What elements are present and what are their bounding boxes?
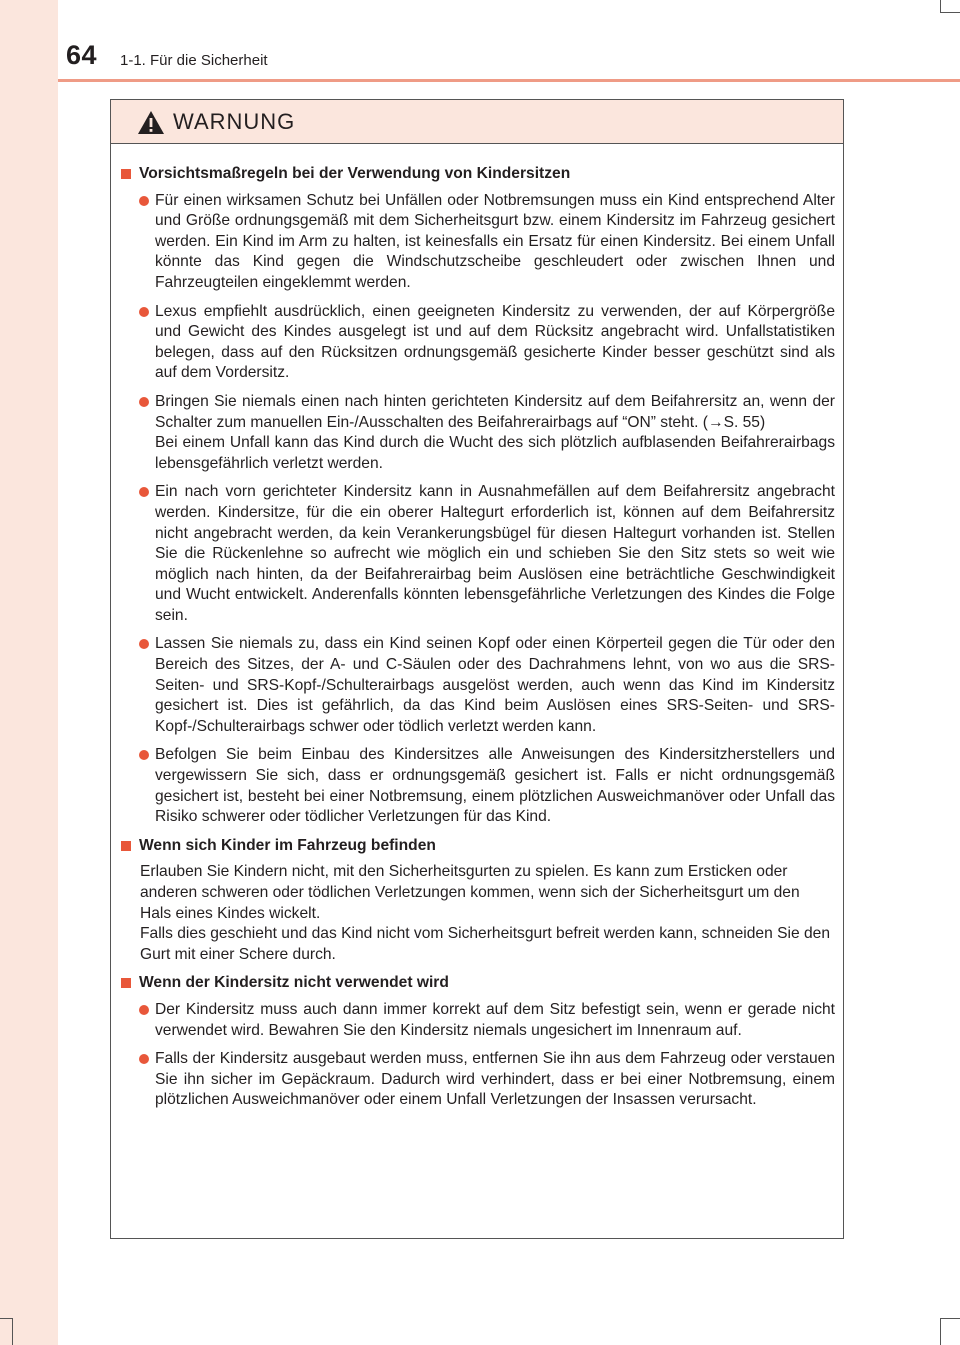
circle-bullet-icon [139,639,149,649]
list-item-text: Bringen Sie niemals einen nach hinten gerichteten Kindersitz auf dem Beifahrersitz an, wenn der Schalter zum manuellen Ein-/Ausschalten des Beifahrerairbags auf “ON” steht. (→S. 55) [155,392,835,431]
paragraph-text: Falls dies geschieht und das Kind nicht vom Sicherheitsgurt befreit werden kann, schneiden Sie den Gurt mit einer Schere durch. [140,925,830,963]
list-item-text: Falls der Kindersitz ausgebaut werden muss, entfernen Sie ihn aus dem Fahrzeug oder verstauen Sie ihn sicher im Gepäckraum. Dadurch wird verhindert, dass er bei einer Notbremsung, einem plötzlichen Ausweichmanöver oder einem Unfall Verletzungen der Insassen verursacht. [155,1050,835,1109]
list-item [119,302,835,384]
page-margin-strip [0,0,58,1345]
circle-bullet-icon [139,1005,149,1015]
list-item [119,482,835,626]
warning-title: WARNUNG [173,109,296,134]
section-title: 1-1. Für die Sicherheit [120,52,268,69]
circle-bullet-icon [139,487,149,497]
paragraph-text: Erlauben Sie Kindern nicht, mit den Sicherheitsgurten zu spielen. Es kann zum Ersticken oder anderen schweren oder tödlichen Verletzungen kommen, wenn sich der Sicherheitsgurt um den Hals eines Kindes wickelt. [140,863,800,922]
list-item [119,745,835,827]
square-bullet-icon [121,978,131,988]
circle-bullet-icon [139,196,149,206]
circle-bullet-icon [139,1054,149,1064]
list-item [119,191,835,294]
list-item-text: Der Kindersitz muss auch dann immer korrekt auf dem Sitz befestigt sein, wenn er gerade nicht verwendet wird. Bewahren Sie den Kindersitz niemals ungesichert im Innenraum auf. [155,1000,835,1039]
crop-mark [940,1318,941,1345]
list-item [119,392,835,474]
list-item [119,634,835,737]
list-item-text: Bei einem Unfall kann das Kind durch die Wucht des sich plötzlich aufblasenden Beifahrerairbags lebensgefährlich verletzt werden. [155,434,835,472]
circle-bullet-icon [139,307,149,317]
section-heading [119,164,835,185]
section-heading [119,836,835,857]
section-paragraphs [119,862,835,965]
warning-header [111,100,843,144]
circle-bullet-icon [139,397,149,407]
warning-box [110,99,844,1239]
page-number: 64 [66,40,98,70]
square-bullet-icon [121,841,131,851]
crop-mark [940,1318,960,1319]
crop-mark [940,12,960,13]
header-rule [58,79,960,82]
warning-body [111,144,843,1111]
crop-mark [0,1318,12,1319]
circle-bullet-icon [139,750,149,760]
list-item-text: Befolgen Sie beim Einbau des Kindersitzes alle Anweisungen des Kindersitzherstellers und vergewissern Sie sich, dass er ordnungsgemäß gesichert ist. Falls er nicht ordnungsgemäß gesichert ist, besteht bei einer Notbremsung, einem plötzlichen Ausweichmanöver oder Unfall das Risiko schwerer oder tödlicher Verletzungen für das Kind. [155,746,835,826]
warning-triangle-icon [137,110,165,135]
list-item [119,1049,835,1111]
crop-mark [12,1318,13,1345]
square-bullet-icon [121,169,131,179]
list-item-text: Lassen Sie niemals zu, dass ein Kind seinen Kopf oder einen Körperteil gegen die Tür oder den Bereich des Sitzes, der A- und C-Säulen oder des Dachrahmens lehnt, von wo aus die SRS-Seiten- und SRS-Kopf-/Schulterairbags ausgelöst werden, auch wenn das Kind im Kindersitz gesichert ist. Dies ist gefährlich, da das Kind beim Auslösen eines SRS-Seiten- und SRS-Kopf-/Schulterairbags schwer oder tödlich verletzt werden kann. [155,635,835,735]
list-item-text: Für einen wirksamen Schutz bei Unfällen oder Notbremsungen muss ein Kind entsprechend Alter und Größe ordnungsgemäß mit dem Sicherheitsgurt bzw. einem Kindersitz im Fahrzeug gesichert werden. Ein Kind im Arm zu halten, ist keinesfalls ein Ersatz für einen Kindersitz. Bei einem Unfall könnte das Kind gegen die Windschutzscheibe geschleudert oder zwischen Ihnen und Fahrzeugteilen eingeklemmt werden. [155,191,835,291]
list-item-text: Ein nach vorn gerichteter Kindersitz kann in Ausnahmefällen auf dem Beifahrersitz angebracht werden. Kindersitze, für die ein oberer Haltegurt erforderlich ist, können auf dem Beifahrersitz nicht angebracht werden, da kein Verankerungsbügel für diesen Haltegurt vorhanden ist. Stellen Sie die Rückenlehne so aufrecht wie möglich ein und schieben Sie den Sitz stets so weit wie möglich nach hinten, da der Beifahrerairbag beim Auslösen eine beträchtliche Geschwindigkeit und Wucht entwickelt. Anderenfalls könnten lebensgefährliche Verletzungen des Kindes die Folge sein. [155,483,835,624]
section-heading-text: Wenn der Kindersitz nicht verwendet wird [139,974,449,992]
section-heading-text: Wenn sich Kinder im Fahrzeug befinden [139,836,436,854]
section-heading-text: Vorsichtsmaßregeln bei der Verwendung von Kindersitzen [139,165,571,182]
section-heading [119,973,835,994]
list-item [119,1000,835,1041]
list-item-text: Lexus empfiehlt ausdrücklich, einen geeigneten Kindersitz zu verwenden, der auf Körpergröße und Gewicht des Kindes ausgelegt ist und auf dem Rücksitz angebracht wird. Unfallstatistiken belegen, dass auf den Rücksitzen ordnungsgemäß gesicherte Kinder besser geschützt sind als auf dem Vordersitz. [155,302,835,382]
crop-mark [940,0,941,12]
